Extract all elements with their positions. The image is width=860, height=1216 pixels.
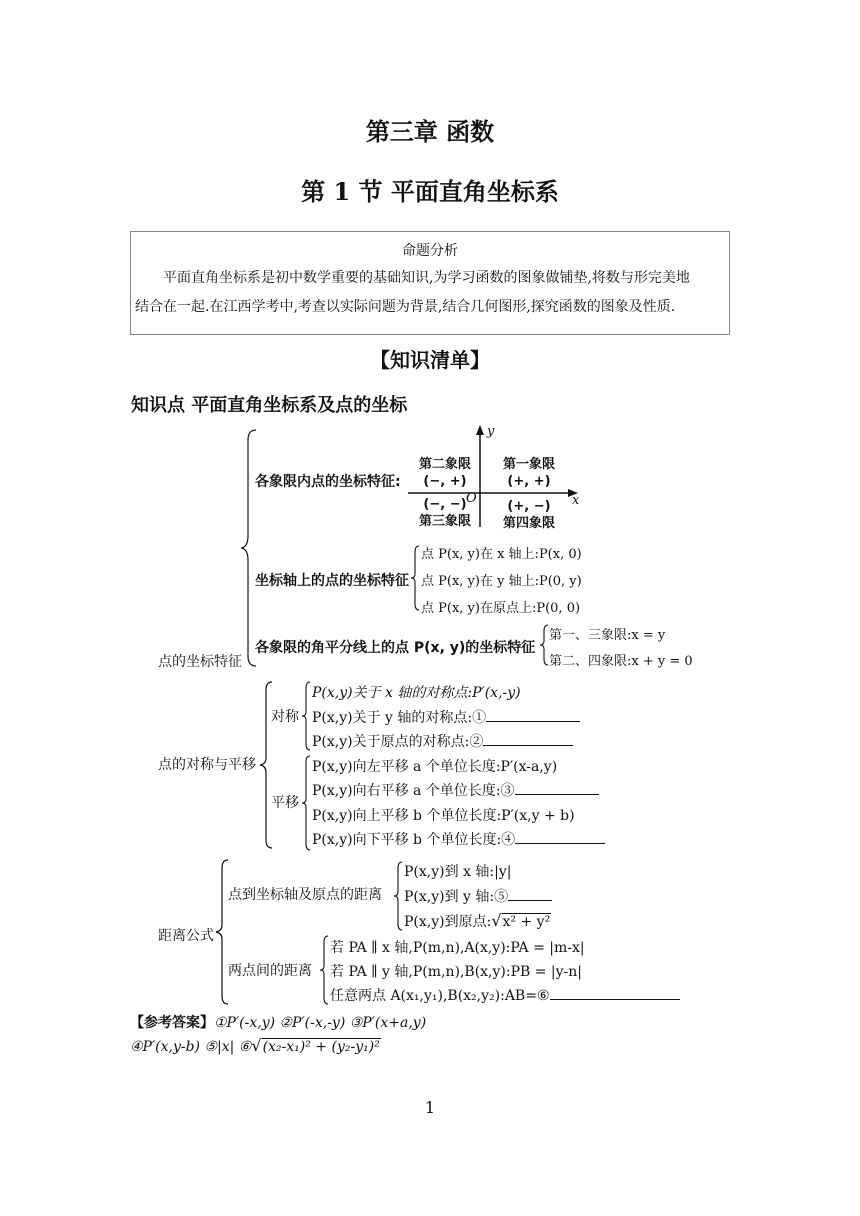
q4-sign: (+, −) — [507, 499, 551, 514]
translation-line-2-text: P(x,y)向右平移 a 个单位长度:③ — [312, 783, 515, 799]
answer-blank-2 — [483, 731, 573, 746]
bisector-item: 各象限的角平分线上的点 P(x, y)的坐标特征 — [255, 640, 536, 656]
symmetry-translation-root: 点的对称与平移 — [158, 757, 256, 773]
page-number: 1 — [424, 1098, 436, 1117]
section-title: 第 1 节 平面直角坐标系 — [301, 177, 559, 206]
distance-axis-line-3-text: P(x,y)到原点: — [404, 914, 492, 930]
origin-label: O — [466, 491, 477, 506]
symmetry-line-3-text: P(x,y)关于原点的对称点:② — [312, 734, 484, 750]
origin-distance-formula: x² + y² — [502, 914, 551, 930]
quadrant-2 — [415, 456, 475, 490]
distance-axis-line-2 — [404, 886, 552, 906]
distance-axis-line-1: P(x,y)到 x 轴:|y| — [404, 864, 512, 880]
quadrant-3 — [415, 496, 475, 530]
translation-line-4-text: P(x,y)向下平移 b 个单位长度:④ — [312, 832, 516, 848]
q2-sign: (−, +) — [423, 474, 467, 489]
distance-axis-line-3 — [404, 911, 551, 931]
distance-axis-line-2-text: P(x,y)到 y 轴:⑤ — [404, 889, 509, 905]
answer-blank-6 — [550, 985, 680, 1000]
translation-brace — [302, 754, 312, 852]
analysis-heading: 命题分析 — [402, 243, 458, 259]
bisector-line-2: 第二、四象限:x + y = 0 — [549, 654, 693, 669]
answer-blank-3 — [515, 780, 599, 795]
quadrant-1 — [497, 456, 561, 490]
distance-axis-brace — [394, 860, 404, 932]
quadrant-item: 各象限内点的坐标特征: — [255, 474, 401, 490]
axis-brace — [411, 544, 421, 612]
chapter-title: 第三章 函数 — [365, 117, 495, 146]
answer-blank-5 — [508, 886, 552, 901]
analysis-line-2: 结合在一起.在江西学考中,考查以实际问题为背景,结合几何图形,探究函数的图象及性质. — [135, 299, 676, 315]
axis-item: 坐标轴上的点的坐标特征 — [255, 573, 409, 589]
answers-label: 【参考答案】 — [130, 1015, 214, 1031]
sqrt-sign-icon: √ — [251, 1036, 262, 1055]
answers-radicand: (x₂-x₁)² + (y₂-y₁)² — [262, 1039, 380, 1055]
two-point-label: 两点间的距离 — [228, 963, 312, 979]
knowledge-point-heading: 知识点 平面直角坐标系及点的坐标 — [131, 395, 408, 416]
answers-line-2 — [130, 1036, 381, 1055]
symmetry-brace — [302, 680, 312, 752]
q1-sign: (+, +) — [507, 474, 551, 489]
knowledge-list-heading: 【知识清单】 — [370, 348, 490, 372]
axis-line-3: 点 P(x, y)在原点上:P(0, 0) — [421, 601, 581, 616]
q4-name: 第四象限 — [502, 516, 555, 531]
coord-features-root: 点的坐标特征 — [158, 654, 242, 670]
symmetry-line-3 — [312, 731, 573, 751]
quadrant-4 — [497, 498, 561, 532]
axis-y-label: y — [487, 424, 495, 439]
distance-brace — [216, 858, 230, 1006]
q3-name: 第三象限 — [418, 514, 471, 529]
symmetry-line-1: P(x,y)关于 x 轴的对称点:P′(x,-y) — [312, 685, 521, 701]
two-point-line-1: 若 PA ∥ x 轴,P(m,n),A(x,y):PA = |m-x| — [330, 940, 585, 956]
distance-axis-label: 点到坐标轴及原点的距离 — [228, 887, 382, 903]
answer-blank-4 — [515, 829, 605, 844]
translation-label: 平移 — [271, 795, 299, 811]
answers-line-1 — [130, 1012, 426, 1032]
translation-line-4 — [312, 829, 605, 849]
translation-line-2 — [312, 780, 599, 800]
two-point-line-3 — [330, 985, 680, 1005]
symmetry-line-2 — [312, 707, 580, 727]
q1-name: 第一象限 — [502, 457, 555, 472]
two-point-line-3-text: 任意两点 A(x₁,y₁),B(x₂,y₂):AB=⑥ — [330, 988, 550, 1004]
symmetry-label: 对称 — [271, 709, 299, 725]
answers-text-2: ④P′(x,y-b) ⑤|x| ⑥ — [130, 1039, 252, 1055]
answer-blank-1 — [486, 707, 580, 722]
sqrt-sign-icon: √ — [491, 911, 502, 930]
translation-line-1: P(x,y)向左平移 a 个单位长度:P′(x-a,y) — [312, 759, 558, 775]
translation-line-3: P(x,y)向上平移 b 个单位长度:P′(x,y + b) — [312, 808, 575, 824]
symmetry-line-2-text: P(x,y)关于 y 轴的对称点:① — [312, 710, 487, 726]
axis-x-label: x — [572, 493, 580, 508]
distance-root: 距离公式 — [158, 928, 214, 944]
two-point-brace — [320, 934, 330, 1006]
analysis-box — [130, 231, 730, 335]
q2-name: 第二象限 — [418, 457, 471, 472]
answers-text-1: ①P′(-x,y) ②P′(-x,-y) ③P′(x+a,y) — [214, 1015, 427, 1031]
analysis-line-1: 平面直角坐标系是初中数学重要的基础知识,为学习函数的图象做铺垫,将数与形完美地 — [163, 270, 690, 286]
bisector-line-1: 第一、三象限:x = y — [549, 628, 666, 643]
q3-sign: (−, −) — [423, 497, 467, 512]
axis-line-1: 点 P(x, y)在 x 轴上:P(x, 0) — [421, 547, 582, 562]
axis-line-2: 点 P(x, y)在 y 轴上:P(0, y) — [421, 574, 582, 589]
coord-features-brace — [242, 428, 262, 668]
two-point-line-2: 若 PA ∥ y 轴,P(m,n),B(x,y):PB = |y-n| — [330, 964, 583, 980]
